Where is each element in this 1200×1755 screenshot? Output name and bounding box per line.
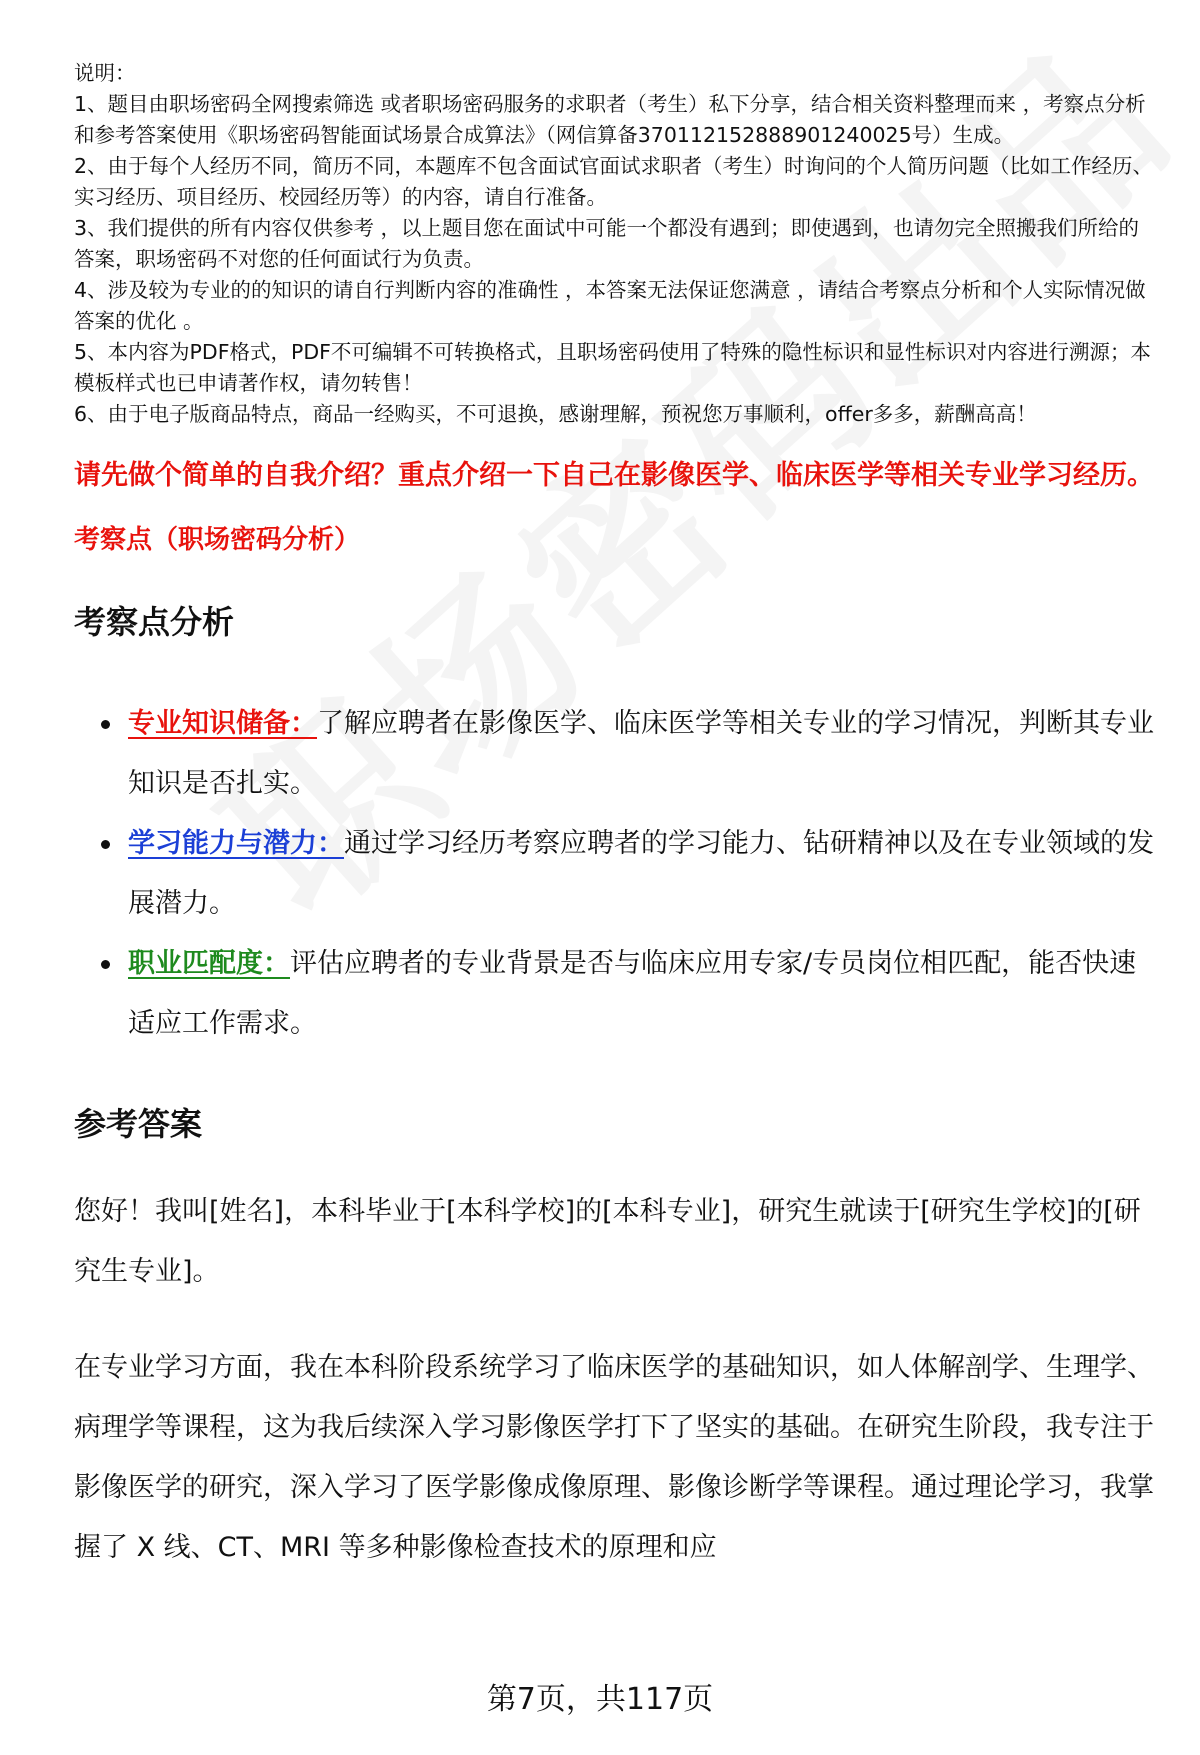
page-number: 第7页，共117页	[486, 1682, 714, 1717]
exam-point-label: 考察点（职场密码分析）	[74, 525, 361, 555]
bullet-icon	[101, 840, 110, 849]
point-keyword: 学习能力与潜力：	[128, 828, 344, 859]
note-item: 4、涉及较为专业的的知识的请自行判断内容的准确性 ，本答案无法保证您满意 ，请结合考察点分析和个人实际情况做答案的优化 。	[74, 278, 1146, 333]
answer-title: 参考答案	[74, 1105, 203, 1143]
point-text: 了解应聘者在影像医学、临床医学等相关专业的学习情况，判断其专业知识是否扎实。	[128, 708, 1154, 799]
note-item: 1、题目由职场密码全网搜索筛选 或者职场密码服务的求职者（考生）私下分享，结合相关资料整理而来 ，考察点分析和参考答案使用《职场密码智能面试场景合成算法》（网信算备370112152888901240025号）生成。	[74, 92, 1146, 147]
answer-paragraph: 您好！我叫[姓名]，本科毕业于[本科学校]的[本科专业]，研究生就读于[研究生学校]的[研究生专业]。	[74, 1196, 1141, 1287]
document-page	[74, 58, 1154, 1578]
answer-section	[74, 1182, 1154, 1578]
point-text: 通过学习经历考察应聘者的学习能力、钻研精神以及在专业领域的发展潜力。	[128, 828, 1154, 919]
analysis-point	[128, 694, 1154, 814]
note-item: 3、我们提供的所有内容仅供参考 ，以上题目您在面试中可能一个都没有遇到；即使遇到，也请勿完全照搬我们所给的答案，职场密码不对您的任何面试行为负责。	[74, 216, 1140, 271]
note-item: 5、本内容为PDF格式，PDF不可编辑不可转换格式，且职场密码使用了特殊的隐性标识和显性标识对内容进行溯源；本模板样式也已申请著作权，请勿转售！	[74, 340, 1151, 395]
notes-section	[74, 58, 1154, 430]
notes-heading: 说明：	[74, 61, 136, 85]
analysis-list	[74, 694, 1154, 1054]
note-item: 6、由于电子版商品特点，商品一经购买，不可退换，感谢理解，预祝您万事顺利，offer多多，薪酬高高！	[74, 402, 1037, 426]
point-keyword: 职业匹配度：	[128, 948, 290, 979]
note-item: 2、由于每个人经历不同，简历不同，本题库不包含面试官面试求职者（考生）时询问的个人简历问题（比如工作经历、实习经历、项目经历、校园经历等）的内容，请自行准备。	[74, 154, 1154, 209]
analysis-title: 考察点分析	[74, 603, 235, 641]
point-text: 评估应聘者的专业背景是否与临床应用专家/专员岗位相匹配，能否快速适应工作需求。	[128, 948, 1137, 1039]
bullet-icon	[101, 720, 110, 729]
answer-paragraph: 在专业学习方面，我在本科阶段系统学习了临床医学的基础知识，如人体解剖学、生理学、病理学等课程，这为我后续深入学习影像医学打下了坚实的基础。在研究生阶段，我专注于影像医学的研究，深入学习了医学影像成像原理、影像诊断学等课程。通过理论学习，我掌握了 X 线、CT、MRI 等多种影像检查技术的原理和应	[74, 1352, 1154, 1563]
analysis-point	[128, 814, 1154, 934]
analysis-point	[128, 934, 1154, 1054]
interview-question: 请先做个简单的自我介绍？重点介绍一下自己在影像医学、临床医学等相关专业学习经历。	[74, 460, 1154, 491]
point-keyword: 专业知识储备：	[128, 708, 317, 739]
bullet-icon	[101, 960, 110, 969]
